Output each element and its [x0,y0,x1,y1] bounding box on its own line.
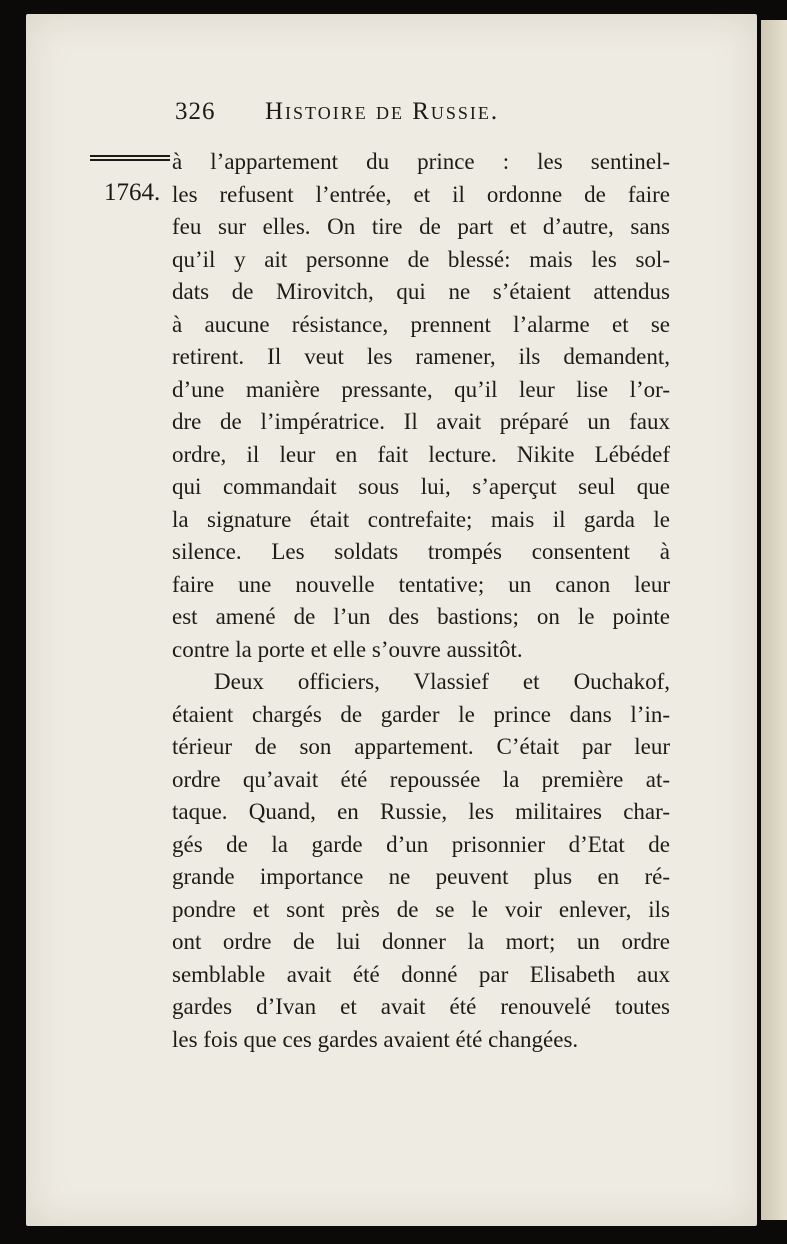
text-line: gardes d’Ivan et avait été renouvelé toutes [172,994,670,1019]
page-header [175,98,499,126]
text-line: ordre qu’avait été repoussée la première at- [172,766,670,792]
page-number: 326 [175,98,216,125]
text-line: à aucune résistance, prennent l’alarme et se [172,311,670,337]
rule-line [90,159,170,161]
text-line: térieur de son appartement. C’était par leur [172,734,670,759]
section-rule-mark [90,155,170,165]
text-line: silence. Les soldats trompés consentent à [172,539,670,564]
text-line: étaient chargés de garder le prince dans l’in- [172,701,670,727]
body-text [172,146,670,1056]
running-title: Histoire de Russie. [265,98,500,125]
rule-line [90,155,170,157]
text-line: retirent. Il veut les ramener, ils demandent, [172,344,670,369]
text-line: qu’il y ait personne de blessé: mais les sol- [172,246,670,272]
text-line: contre la porte et elle s’ouvre aussitôt. [172,636,523,662]
text-line: ont ordre de lui donner la mort; un ordre [172,929,670,954]
text-line: taque. Quand, en Russie, les militaires char- [172,799,670,824]
text-line: les fois que ces gardes avaient été changées. [172,1026,579,1052]
text-line: grande importance ne peuvent plus en ré- [172,864,670,889]
text-line: qui commandait sous lui, s’aperçut seul que [172,474,670,499]
text-line: gés de la garde d’un prisonnier d’Etat de [172,831,670,857]
text-line: dats de Mirovitch, qui ne s’étaient attendus [172,279,670,304]
text-line: les refusent l’entrée, et il ordonne de faire [172,181,670,207]
adjacent-page-edge [761,20,787,1220]
margin-year-note: 1764. [104,179,161,206]
text-line: semblable avait été donné par Elisabeth aux [172,961,670,987]
text-line: ordre, il leur en fait lecture. Nikite Lébédef [172,441,670,467]
text-line: Deux officiers, Vlassief et Ouchakof, [214,669,670,694]
text-line: faire une nouvelle tentative; un canon leur [172,571,670,597]
text-line: pondre et sont près de se le voir enlever, ils [172,896,670,922]
text-line: d’une manière pressante, qu’il leur lise l’or- [172,376,670,402]
text-line: feu sur elles. On tire de part et d’autre, sans [172,214,670,239]
text-line: la signature était contrefaite; mais il garda le [172,506,670,532]
text-line: dre de l’impératrice. Il avait préparé un faux [172,409,670,434]
text-line: est amené de l’un des bastions; on le pointe [172,604,670,629]
text-line: à l’appartement du prince : les sentinel- [172,149,670,174]
